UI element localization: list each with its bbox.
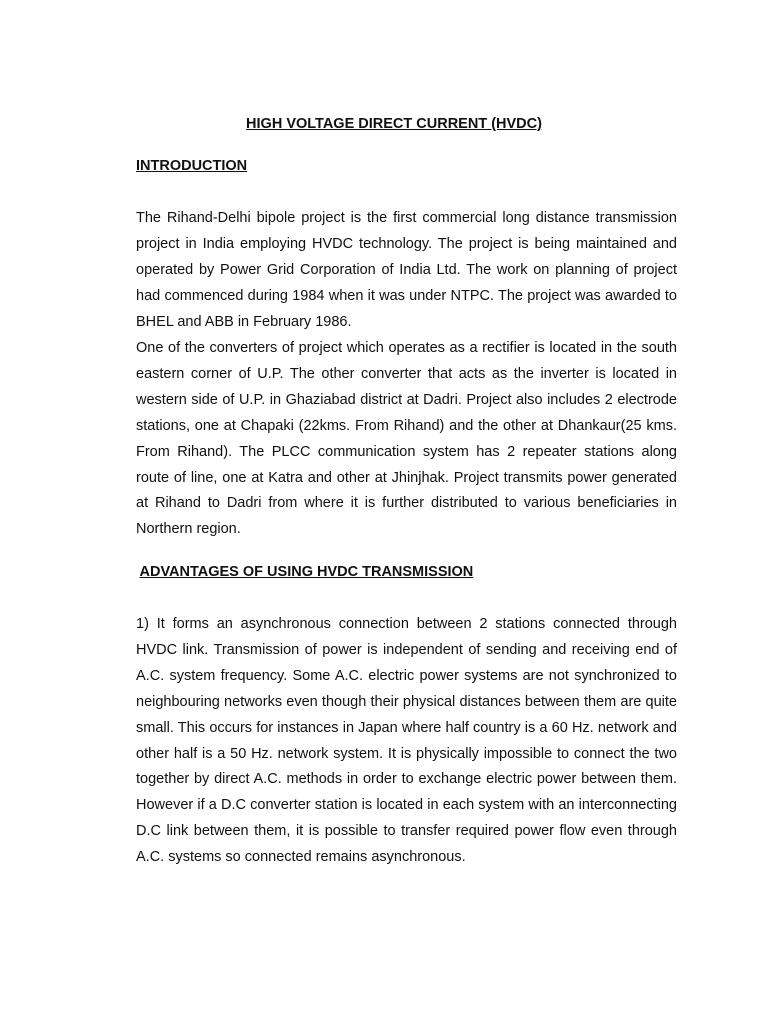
advantages-heading-text: ADVANTAGES OF USING HVDC TRANSMISSION	[139, 564, 474, 580]
introduction-paragraph-2: One of the converters of project which operates as a rectifier is located in the south eastern corner of U.P. The other converter that acts as the inverter is located in western side of U.P. in Ghaziabad district at Dadri. Project also includes 2 electrode stations, one at Chapaki (22kms. From Rihand) and the other at Dhankaur(25 kms. From Rihand). The PLCC communication system has 2 repeater stations along route of line, one at Katra and other at Jhinjhak. Project transmits power generated at Rihand to Dadri from where it is further distributed to various beneficiaries in Northern region.	[136, 340, 677, 538]
introduction-paragraph-1: The Rihand-Delhi bipole project is the first commercial long distance transmission project in India employing HVDC technology. The project is being maintained and operated by Power Grid Corporation of India Ltd. The work on planning of project had commenced during 1984 when it was under NTPC. The project was awarded to BHEL and ABB in February 1986.	[136, 210, 677, 330]
advantages-paragraph-1: 1) It forms an asynchronous connection between 2 stations connected through HVDC link. Transmission of power is independent of sending and receiving end of A.C. system frequency. Some A.C. electric power systems are not synchronized to neighbouring networks even though their physical distances between them are quite small. This occurs for instances in Japan where half country is a 60 Hz. network and other half is a 50 Hz. network system. It is physically impossible to connect the two together by direct A.C. methods in order to exchange electric power between them. However if a D.C converter station is located in each system with an interconnecting D.C link between them, it is possible to transfer required power flow even through A.C. systems so connected remains asynchronous.	[136, 616, 677, 866]
document-title: HIGH VOLTAGE DIRECT CURRENT (HVDC)	[246, 116, 542, 132]
advantages-heading	[136, 563, 473, 581]
introduction-heading	[136, 157, 247, 175]
introduction-heading-text: INTRODUCTION	[136, 158, 248, 174]
